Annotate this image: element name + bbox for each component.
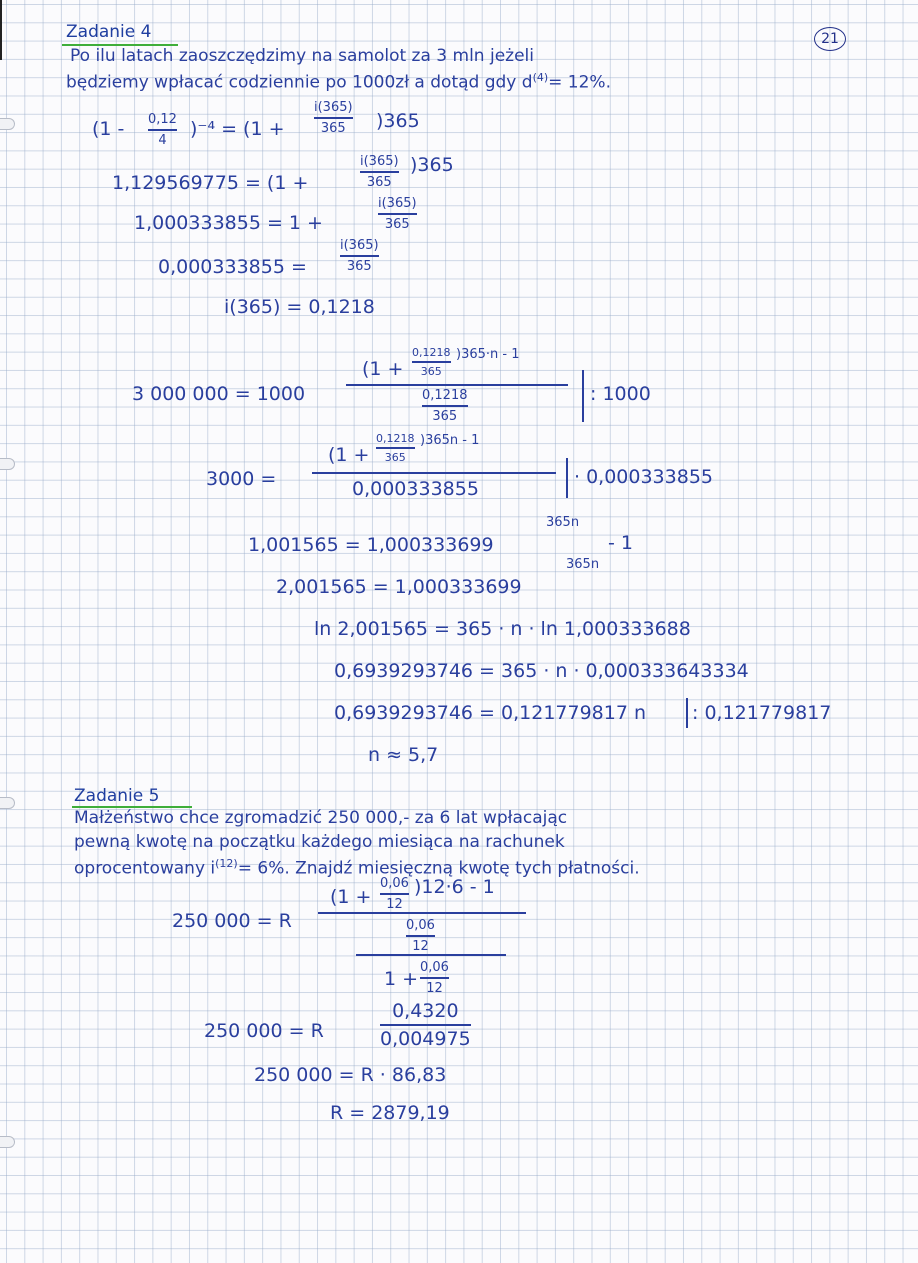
t4-eq3-frac-den: 365 [384, 216, 410, 232]
t5-eq2-frac-den: 0,004975 [380, 1027, 471, 1050]
t4-eq4-frac-den: 365 [346, 258, 372, 274]
t4-eq8: 1,001565 = 1,000333699 [248, 534, 494, 556]
t5-eq1-sub-bar [356, 954, 506, 956]
t4-eq7-den: 0,000333855 [352, 478, 479, 500]
t4-eq1-frac [148, 112, 177, 148]
t4-eq1-exp: )⁻⁴ = (1 + [190, 118, 285, 140]
t4-eq7-num-b: )365n - 1 [420, 433, 480, 448]
t4-eq13: n ≈ 5,7 [368, 744, 439, 766]
t5-eq1-num-a: (1 + [330, 886, 372, 908]
page-edge [0, 0, 2, 60]
t4-eq2-left: 1,129569775 = (1 + [112, 172, 309, 194]
t4-eq10: ln 2,001565 = 365 · n · ln 1,000333688 [314, 618, 691, 640]
task4-line1: Po ilu latach zaoszczędzimy na samolot za 3 mln jeżeli [70, 46, 534, 66]
t4-eq9-exp: 365n [566, 557, 600, 572]
binder-hole [0, 458, 15, 470]
t5-eq1-den-num: 0,06 [420, 960, 449, 975]
page-number: 21 [814, 27, 846, 51]
t5-eq1-den-den: 12 [426, 980, 443, 996]
task5-line3 [74, 858, 640, 878]
binder-hole [0, 118, 15, 130]
t4-eq7-num-frac [376, 432, 415, 464]
task4-d-superscript: (4) [532, 71, 549, 84]
t4-eq6-num-a: (1 + [362, 358, 404, 380]
t4-eq7-left: 3000 = [206, 468, 277, 490]
task4-line2-text: będziemy wpłacać codziennie po 1000zł a dotąd gdy d [66, 72, 533, 93]
t5-eq1-den-frac [420, 960, 449, 996]
t4-eq3-left: 1,000333855 = 1 + [134, 212, 323, 234]
t4-eq7-num-frac-den: 365 [384, 450, 406, 464]
t4-eq1-ifrac-den: 365 [320, 120, 346, 136]
t5-eq1-mid-den: 12 [412, 938, 429, 954]
t5-eq1-mid-frac [406, 918, 435, 954]
t4-eq8-exp: 365n [546, 515, 580, 530]
t4-eq1-ifrac-num: i(365) [314, 100, 353, 115]
t4-eq2-frac [360, 154, 399, 190]
t5-eq3: 250 000 = R · 86,83 [254, 1064, 447, 1086]
t4-eq6-divider [582, 370, 584, 422]
t4-eq7-num-a: (1 + [328, 444, 370, 466]
t4-eq7-right: · 0,000333855 [574, 466, 714, 488]
t4-eq6-den-num: 0,1218 [422, 388, 468, 403]
t4-eq1-ifrac [314, 100, 353, 136]
t4-eq1-frac-num: 0,12 [148, 112, 177, 127]
t5-eq1-num-frac-den: 12 [386, 896, 403, 912]
t4-eq6-num-frac-num: 0,1218 [412, 346, 451, 359]
task5-heading: Zadanie 5 [74, 786, 160, 806]
t5-eq1-main-bar [318, 912, 526, 914]
t5-eq2-frac-num: 0,4320 [392, 1000, 459, 1022]
t4-eq1-pow: )365 [376, 110, 420, 132]
t4-eq6-den-den: 365 [432, 408, 458, 424]
task5-line3-text: oprocentowany i [74, 858, 216, 879]
t4-eq4-left: 0,000333855 = [158, 256, 307, 278]
t4-eq7-num-frac-num: 0,1218 [376, 432, 415, 445]
t4-eq6-fraction-bar [346, 384, 568, 386]
t4-eq2-frac-den: 365 [366, 174, 392, 190]
t4-eq6-left: 3 000 000 = 1000 [132, 383, 306, 405]
binder-hole [0, 1136, 15, 1148]
t4-eq4-frac [340, 238, 379, 274]
task4-line2-end: = 12%. [548, 72, 611, 93]
t4-eq9: 2,001565 = 1,000333699 [276, 576, 522, 598]
t4-eq6-right: : 1000 [590, 383, 651, 405]
t4-eq6-num-frac [412, 346, 451, 378]
t5-eq2-frac [380, 1000, 471, 1050]
task5-line1: Małżeństwo chce zgromadzić 250 000,- za 6 lat wpłacając [74, 808, 568, 828]
t4-eq7-divider [566, 458, 568, 498]
t4-eq1-frac-den: 4 [158, 132, 167, 148]
t4-eq6-den-frac [422, 388, 468, 424]
binder-hole [0, 797, 15, 809]
task5-i-superscript: (12) [215, 857, 238, 870]
t4-eq7-fraction-bar [312, 472, 556, 474]
t4-eq12-right: : 0,121779817 [692, 702, 832, 724]
t5-eq4: R = 2879,19 [330, 1102, 450, 1124]
t4-eq11: 0,6939293746 = 365 · n · 0,000333643334 [334, 660, 749, 682]
t4-eq5: i(365) = 0,1218 [224, 296, 375, 318]
task4-heading: Zadanie 4 [66, 22, 152, 42]
t5-eq2-left: 250 000 = R [204, 1020, 324, 1042]
t4-eq2-frac-num: i(365) [360, 154, 399, 169]
t4-eq1-left: (1 - [92, 118, 125, 140]
t4-eq4-frac-num: i(365) [340, 238, 379, 253]
task5-line3-end: = 6%. Znajdź miesięczną kwotę tych płatności. [237, 858, 640, 879]
t5-eq1-num-frac [380, 876, 409, 912]
t4-eq6-num-frac-den: 365 [420, 364, 442, 378]
t4-eq6-num-b: )365·n - 1 [456, 347, 520, 362]
t5-eq1-num-b: )12·6 - 1 [414, 876, 495, 898]
t5-eq1-mid-num: 0,06 [406, 918, 435, 933]
t5-eq1-left: 250 000 = R [172, 910, 292, 932]
t4-eq2-pow: )365 [410, 154, 454, 176]
task5-line2: pewną kwotę na początku każdego miesiąca na rachunek [74, 832, 565, 852]
t4-eq3-frac-num: i(365) [378, 196, 417, 211]
task4-line2 [66, 72, 611, 92]
t4-eq12-left: 0,6939293746 = 0,121779817 n [334, 702, 647, 724]
t4-eq8-end: - 1 [608, 532, 633, 554]
t5-eq1-den-a: 1 + [384, 968, 419, 990]
t4-eq3-frac [378, 196, 417, 232]
t5-eq1-num-frac-num: 0,06 [380, 876, 409, 891]
t4-eq12-divider [686, 698, 688, 728]
